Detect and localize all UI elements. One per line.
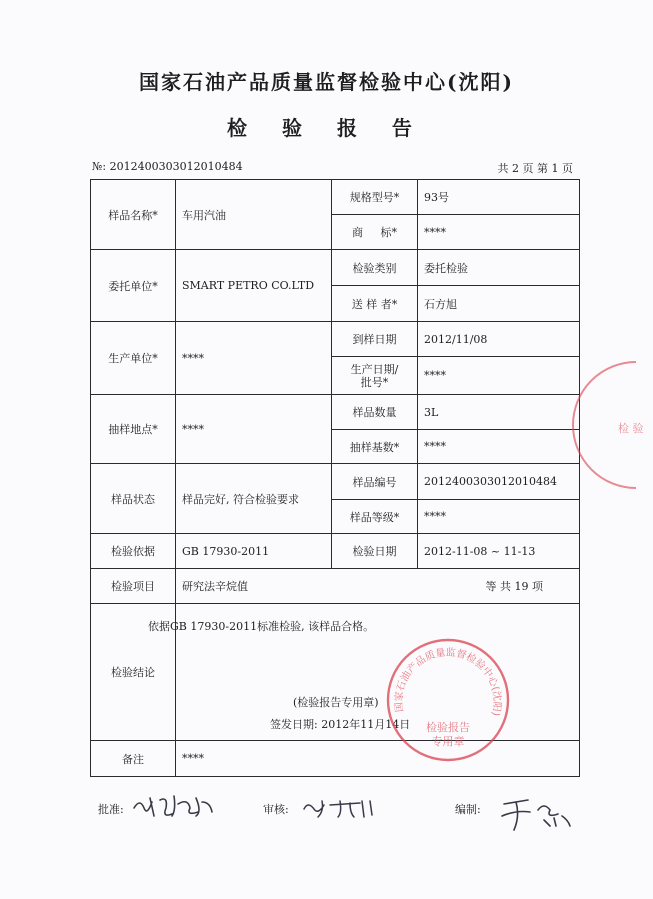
report-subtitle: 检 验 报 告 <box>227 116 426 140</box>
test-date-value: 2012-11-08 ~ 11-13 <box>418 534 580 569</box>
edge-seal-text: 检 验 <box>618 422 644 435</box>
test-type-label: 检验类别 <box>332 250 418 286</box>
issue-date: 签发日期: 2012年11月14日 <box>270 718 411 731</box>
table-row <box>91 395 580 430</box>
test-type-value: 委托检验 <box>418 250 580 286</box>
seal-ring-text: 国家石油产品质量监督检验中心(沈阳) <box>393 647 503 717</box>
review-label: 审核: <box>263 803 289 816</box>
prod-date-value: **** <box>418 357 580 395</box>
sample-no-value: 2012400303012010484 <box>418 464 580 500</box>
conclusion-text: 依据GB 17930-2011标准检验, 该样品合格。 <box>148 620 375 633</box>
prod-date-label <box>332 357 418 395</box>
sampling-base-label: 抽样基数* <box>332 430 418 464</box>
quantity-value: 3L <box>418 395 580 430</box>
report-number: №: 2012400303012010484 <box>92 160 243 173</box>
compile-label: 编制: <box>455 803 481 816</box>
sample-state-label: 样品状态 <box>91 464 176 534</box>
brand-label: 商 标* <box>332 215 418 250</box>
sampling-place-value: **** <box>176 395 332 464</box>
quantity-label: 样品数量 <box>332 395 418 430</box>
sender-label: 送 样 者* <box>332 286 418 322</box>
arrival-date-label: 到样日期 <box>332 322 418 357</box>
approve-label: 批准: <box>98 803 124 816</box>
sample-no-label: 样品编号 <box>332 464 418 500</box>
sample-name-value: 车用汽油 <box>176 180 332 250</box>
table-row <box>91 569 580 604</box>
sample-grade-value: **** <box>418 500 580 534</box>
client-label: 委托单位* <box>91 250 176 322</box>
prod-date-label-line1: 生产日期/ <box>350 362 399 376</box>
sample-state-value: 样品完好, 符合检验要求 <box>176 464 332 534</box>
sampling-place-label: 抽样地点* <box>91 395 176 464</box>
seal-line1: 检验报告 <box>426 721 470 734</box>
sample-grade-label: 样品等级* <box>332 500 418 534</box>
report-title: 国家石油产品质量监督检验中心(沈阳) <box>139 70 514 94</box>
client-value: SMART PETRO CO.LTD <box>176 250 332 322</box>
conclusion-label: 检验结论 <box>91 604 176 741</box>
page-info: 共 2 页 第 1 页 <box>497 162 573 175</box>
table-row <box>91 180 580 215</box>
remarks-label: 备注 <box>91 741 176 777</box>
test-date-label: 检验日期 <box>332 534 418 569</box>
spec-value: 93号 <box>418 180 580 215</box>
arrival-date-value: 2012/11/08 <box>418 322 580 357</box>
items-label: 检验项目 <box>91 569 176 604</box>
seal-line2: 专用章 <box>431 735 465 748</box>
producer-label: 生产单位* <box>91 322 176 395</box>
basis-label: 检验依据 <box>91 534 176 569</box>
table-row <box>91 534 580 569</box>
table-row <box>91 741 580 777</box>
prod-date-label-line2: 批号* <box>360 375 389 389</box>
remarks-value: **** <box>176 741 580 777</box>
items-count: 等 共 19 项 <box>485 580 543 593</box>
items-cell <box>176 569 580 604</box>
table-row <box>91 250 580 286</box>
sample-name-label: 样品名称* <box>91 180 176 250</box>
table-row <box>91 322 580 357</box>
basis-value: GB 17930-2011 <box>176 534 332 569</box>
seal-note: (检验报告专用章) <box>293 696 379 709</box>
brand-value: **** <box>418 215 580 250</box>
table-row <box>91 464 580 500</box>
sampling-base-value: **** <box>418 430 580 464</box>
sender-value: 石方旭 <box>418 286 580 322</box>
producer-value: **** <box>176 322 332 395</box>
spec-label: 规格型号* <box>332 180 418 215</box>
report-table <box>90 179 580 777</box>
items-value: 研究法辛烷值 <box>182 580 248 593</box>
